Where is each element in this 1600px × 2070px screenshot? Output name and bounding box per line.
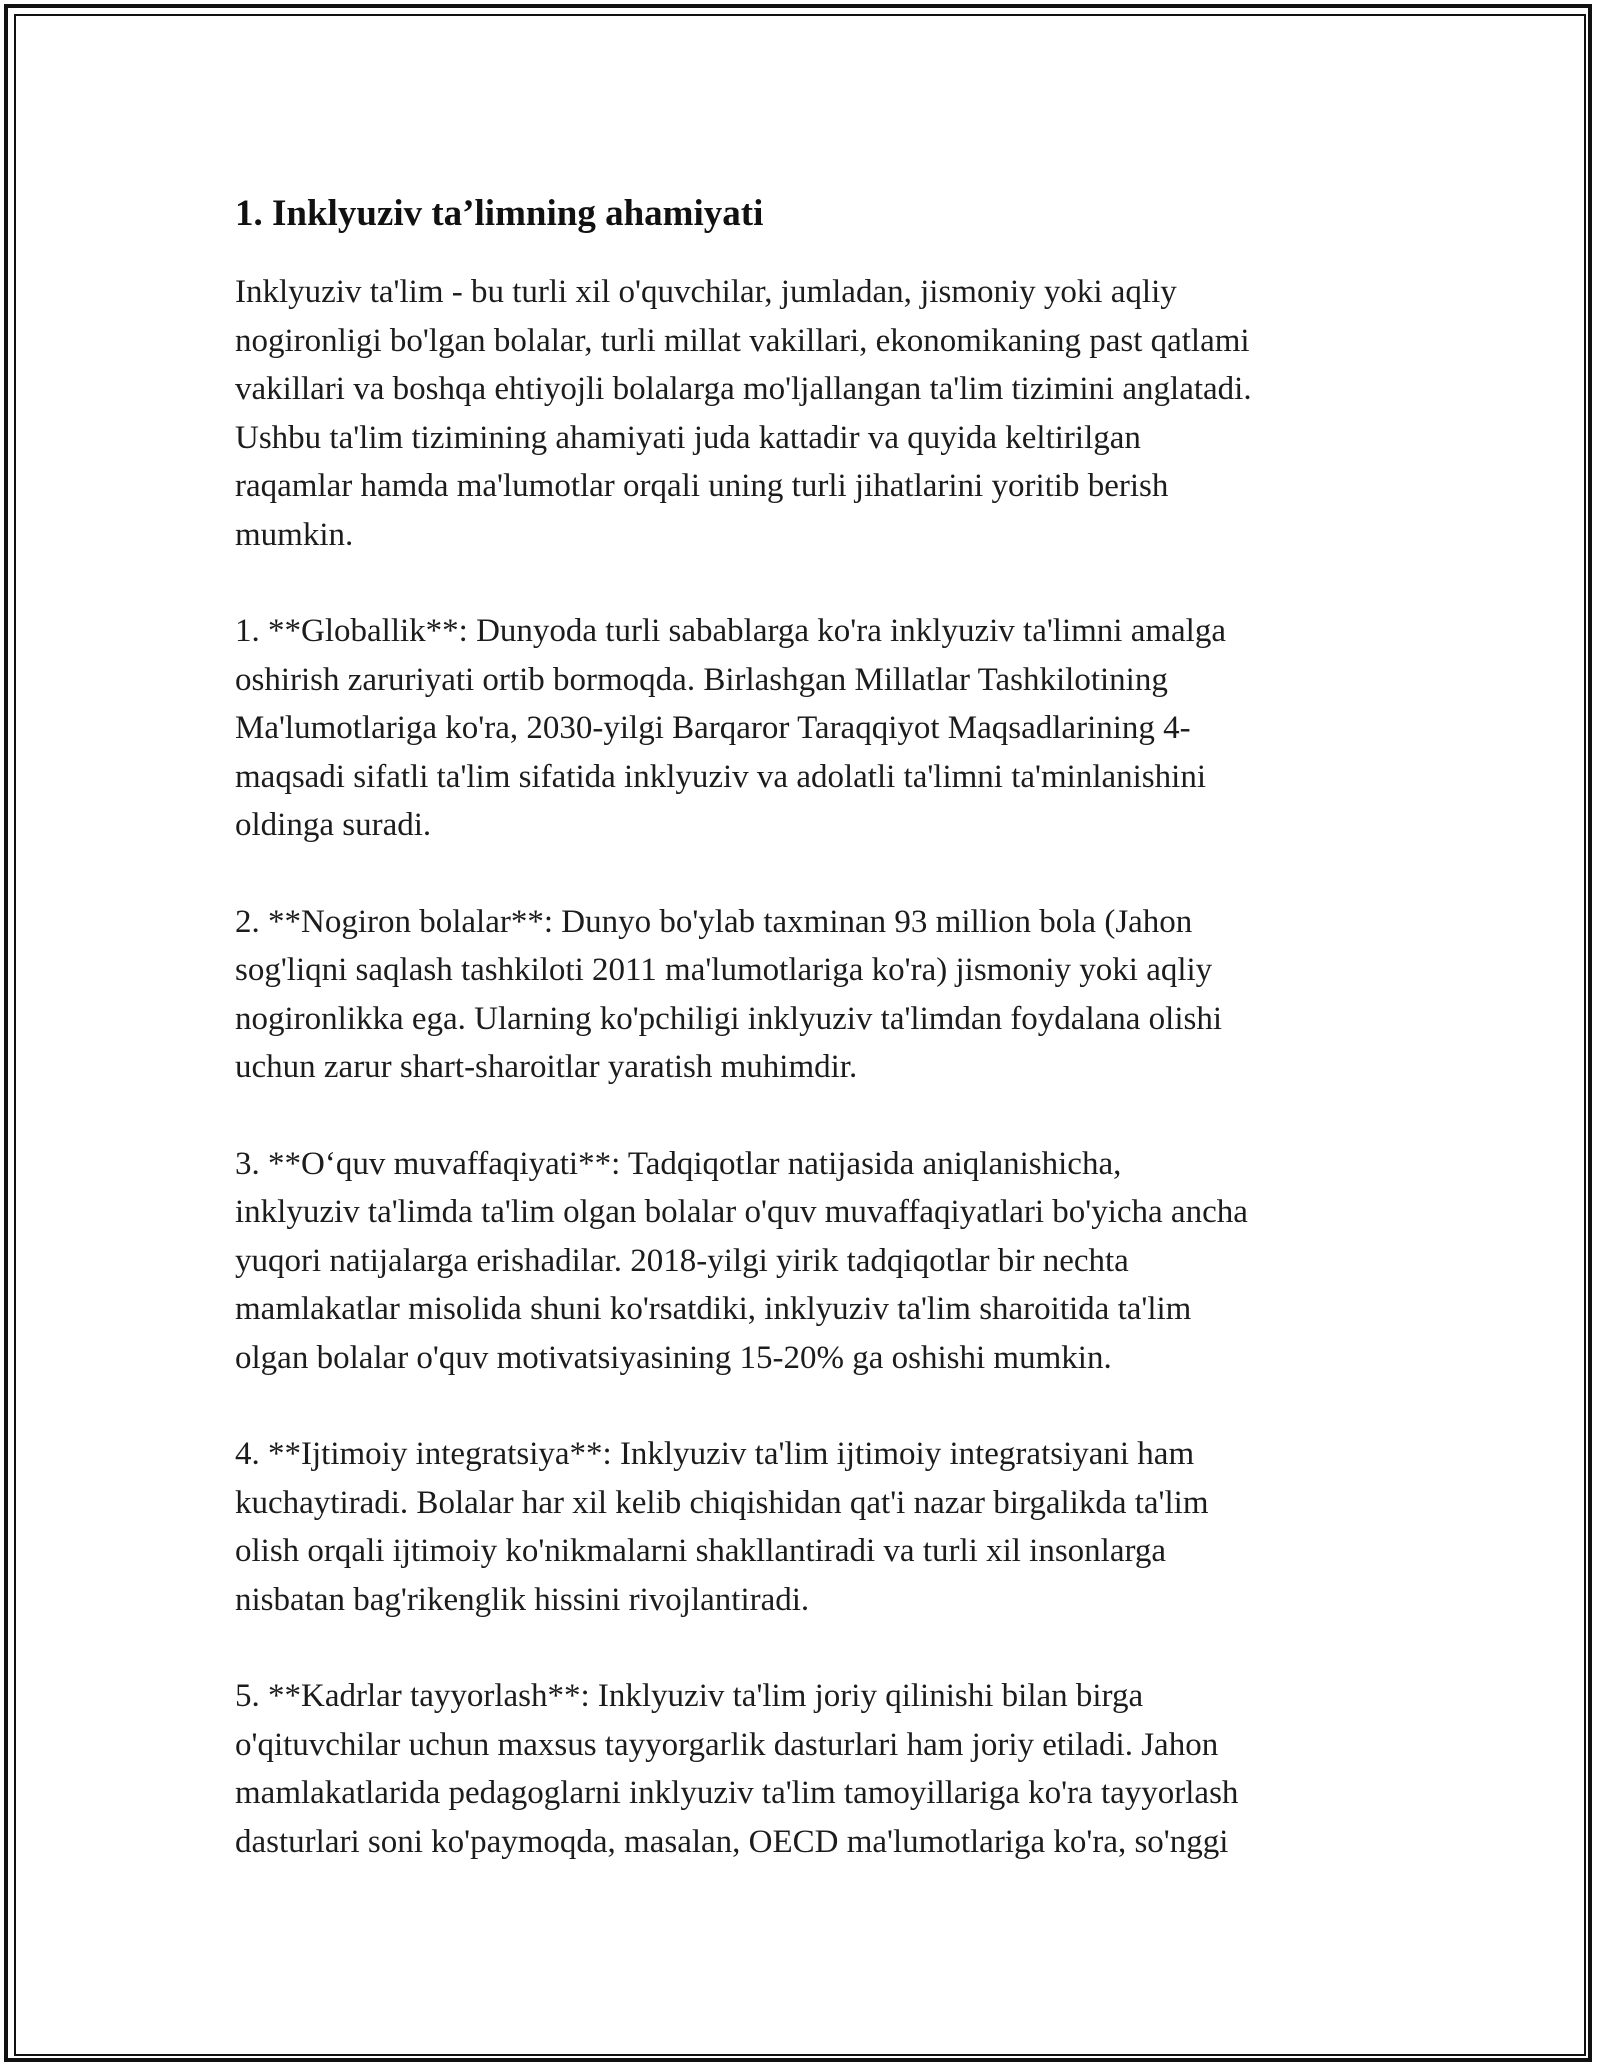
section-heading: 1. Inklyuziv ta’limning ahamiyati — [235, 193, 764, 234]
document-body — [235, 180, 1375, 1914]
intro-paragraph: Inklyuziv ta'lim - bu turli xil o'quvchilar, jumladan, jismoniy yoki aqliy nogironligi bo'lgan bolalar, turli millat vakillari, ekonomikaning past qatlami vakillari va boshqa ehtiyojli bolalarga mo'ljallangan ta'lim tizimini anglatadi. Ushbu ta'lim tizimining ahamiyati juda kattadir va quyida keltirilgan raqamlar hamda ma'lumotlar orqali uning turli jihatlarini yoritib berish mumkin. — [235, 274, 1252, 553]
paragraph-kadrlar-tayyorlash: 5. **Kadrlar tayyorlash**: Inklyuziv ta'lim joriy qilinishi bilan birga o'qituvchilar uchun maxsus tayyorgarlik dasturlari ham joriy etiladi. Jahon mamlakatlarida pedagoglarni inklyuziv ta'lim tamoyillariga ko'ra tayyorlash dasturlari soni ko'paymoqda, masalan, OECD ma'lumotlariga ko'ra, so'nggi — [235, 1678, 1239, 1860]
paragraph-ijtimoiy-integratsiya: 4. **Ijtimoiy integratsiya**: Inklyuziv ta'lim ijtimoiy integratsiyani ham kuchaytiradi. Bolalar har xil kelib chiqishidan qat'i nazar birgalikda ta'lim olish orqali ijtimoiy ko'nikmalarni shakllantiradi va turli xil insonlarga nisbatan bag'rikenglik hissini rivojlantiradi. — [235, 1436, 1209, 1618]
paragraph-nogiron-bolalar: 2. **Nogiron bolalar**: Dunyo bo'ylab taxminan 93 million bola (Jahon sog'liqni saqlash tashkiloti 2011 ma'lumotlariga ko'ra) jismoniy yoki aqliy nogironlikka ega. Ularning ko'pchiligi inklyuziv ta'limdan foydalana olishi uchun zarur shart-sharoitlar yaratish muhimdir. — [235, 903, 1223, 1085]
paragraph-globallik: 1. **Globallik**: Dunyoda turli sabablarga ko'ra inklyuziv ta'limni amalga oshirish zaruriyati ortib bormoqda. Birlashgan Millatlar Tashkilotining Ma'lumotlariga ko'ra, 2030-yilgi Barqaror Taraqqiyot Maqsadlarining 4- maqsadi sifatli ta'lim sifatida inklyuziv va adolatli ta'limni ta'minlanishini oldinga suradi. — [235, 613, 1226, 843]
paragraph-oquv-muvaffaqiyati: 3. **O‘quv muvaffaqiyati**: Tadqiqotlar natijasida aniqlanishicha, inklyuziv ta'limda ta'lim olgan bolalar o'quv muvaffaqiyatlari bo'yicha ancha yuqori natijalarga erishadilar. 2018-yilgi yirik tadqiqotlar bir nechta mamlakatlar misolida shuni ko'rsatdiki, inklyuziv ta'lim sharoitida ta'lim olgan bolalar o'quv motivatsiyasining 15-20% ga oshishi mumkin. — [235, 1145, 1248, 1376]
